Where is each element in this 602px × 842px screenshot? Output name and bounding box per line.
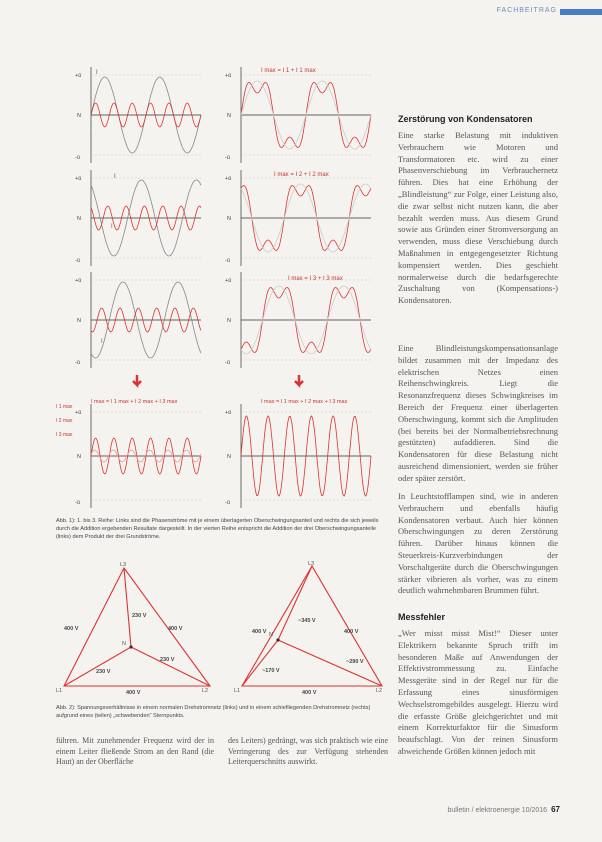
- row4-right-n-label: N: [227, 454, 231, 460]
- right-v-bottom: 400 V: [302, 690, 317, 696]
- left-n: N: [122, 641, 126, 647]
- triangle-diagram: [56, 560, 392, 702]
- row1-left-label: I: [96, 70, 98, 76]
- row1-left-bottom-label: -û: [75, 155, 80, 161]
- left-l1: L1: [56, 688, 63, 694]
- row4-left-bottom-label: -û: [75, 500, 80, 506]
- row3-right-n-label: N: [227, 318, 231, 324]
- right-l2: L2: [376, 688, 383, 694]
- right-l3: L3: [308, 561, 315, 567]
- page-footer: [447, 805, 560, 814]
- row1-right-label: I max = I 1 + I 1 max: [261, 68, 316, 74]
- normal-network-diagram: [64, 568, 210, 686]
- left-v230-a: 230 V: [132, 613, 147, 619]
- figure1-caption: Abb. 1): 1. bis 3. Reihe: Links sind die Phasenströme mit je einem überlagerten Oberschwingungsanteil und rechts die sich jeweils durch die Addition ergebenden Resultate dargestellt. In der vierten Reihe entspricht die Addition der drei Oberschwingungsanteile (links) dem Produkt der drei Grundströme.: [56, 518, 379, 541]
- row4-l2-label: I 2 max: [56, 418, 73, 424]
- row3-left-n-label: N: [77, 318, 81, 324]
- right-v-left: 400 V: [252, 629, 267, 635]
- body-text-col2: des Leiters) gedrängt, was sich praktisch wie eine Verringerung des zur Verfügung stehenden Leiterquerschnitts auswirkt.: [228, 736, 388, 767]
- left-l2: L2: [202, 688, 209, 694]
- paragraph-measurement: „Wer misst misst Mist!“ Dieser unter Elektrikern bekannte Spruch trifft im besonderen Maße auf Anwendungen der Effektivstrommessung zu. Einfache Messgeräte sind in der Regel nur für die Erfassung eines sinusförmigen Wechselstromgebildes ausgelegt. Hierzu wird die erfasste Größe gleichgerichtet und mit einem Korrekturfaktor für die Sinusform beaufschlagt. Von der reinen Sinusform abweichende Größen können jedoch mit: [398, 628, 558, 756]
- row4-right-bottom-label: -û: [225, 500, 230, 506]
- section-header: [492, 6, 602, 18]
- body-text-col1: führen. Mit zunehmender Frequenz wird der in einem Leiter fließende Strom an den Rand (die Haut) an der Oberfläche: [56, 736, 214, 767]
- row1-right-top-label: +û: [225, 73, 232, 79]
- left-v-bottom: 400 V: [126, 690, 141, 696]
- row2-left-top-label: +û: [75, 176, 82, 182]
- row2-left-bottom-label: -û: [75, 258, 80, 264]
- row4-l1-label: I 1 max: [56, 404, 73, 410]
- row2-right-bottom-label: -û: [225, 258, 230, 264]
- left-v-right: 400 V: [168, 626, 183, 632]
- row2-right-top-label: +û: [225, 176, 232, 182]
- right-v-b: ~290 V: [346, 659, 364, 665]
- heading-measurement-error: Messfehler: [398, 612, 446, 622]
- row2-right-n-label: N: [227, 216, 231, 222]
- page-number: 67: [551, 805, 560, 814]
- down-arrow-left: [133, 375, 141, 385]
- right-v-right: 400 V: [344, 629, 359, 635]
- left-v-left: 400 V: [64, 626, 79, 632]
- row3-right-top-label: +û: [225, 278, 232, 284]
- heading-capacitor-destruction: Zerstörung von Kondensatoren: [398, 114, 533, 124]
- row2-left-label: I: [114, 174, 116, 180]
- row4-l3-label: I 3 max: [56, 432, 73, 438]
- row3-right-bottom-label: -û: [225, 360, 230, 366]
- row1-right-n-label: N: [227, 113, 231, 119]
- row1-right-bottom-label: -û: [225, 155, 230, 161]
- right-v-c: ~170 V: [262, 668, 280, 674]
- row4-left-label: I max = I 1 max + I 2 max + I 3 max: [91, 399, 178, 405]
- waveform-figure: [56, 58, 386, 513]
- row4-left-top-label: +û: [75, 410, 82, 416]
- left-v230-b: 230 V: [160, 657, 175, 663]
- row3-left-bottom-label: -û: [75, 360, 80, 366]
- row3-right-label: I max = I 3 + I 3 max: [288, 276, 343, 282]
- left-l3: L3: [120, 562, 127, 568]
- row2-left-sub-label: I: [111, 224, 113, 230]
- row1-left-sub-label: I: [90, 132, 92, 138]
- paragraph-capacitor-2: Eine Blindleistungskompensationsanlage bildet zusammen mit der Impedanz des elektrischen Netzes einen Reihenschwingkreis. Liegt die Resonanzfrequenz dieses Schwingkreises im Bereich der Frequenz einer überlagerten Oberschwingung, kommt sich die Amplituden (bei bereits bei der Normalbetriebsrechnung gestützten) aufaddieren. Sind die Kondensatoren für diese Belastung nicht ausreichend dimensioniert, werden sie früher oder später zerstört.: [398, 343, 558, 483]
- journal-name: bulletin / elektroenergie 10/2016: [447, 807, 548, 814]
- left-v230-c: 230 V: [96, 669, 111, 675]
- row4-right-label: I max = I 1 max + I 2 max + I 3 max: [261, 399, 348, 405]
- row1-left-top-label: +û: [75, 73, 82, 79]
- down-arrow-right: [295, 375, 303, 385]
- row3-left-top-label: +û: [75, 278, 82, 284]
- paragraph-capacitor-1: Eine starke Belastung mit induktiven Verbrauchern wie Motoren und Transformatoren etc. wird zu einer Phasenverschiebung im Verbrauchernetz führen. Dies hat eine Erhöhung der „Blindleistung“ zur Folge, einer Leistung also, die zwar selbst nicht nutzen kann, die aber bezahlt werden muss. Aus diesem Grund sowie aus Gründen einer Stromversorgung an verwenden, muss diese Verschiebung durch Maßnahmen in entgegengesetzter Richtung kompensiert werden. Dies geschieht normalerweise durch die bedarfsgerechte Zuschaltung von (Kompensations-) Kondensatoren.: [398, 130, 558, 306]
- row2-right-label: I max = I 2 + I 2 max: [274, 172, 329, 178]
- row4-right-top-label: +û: [225, 410, 232, 416]
- paragraph-capacitor-3: In Leuchtstofflampen sind, wie in anderen Verbrauchern und ebenfalls häufig Kondensatoren verbaut. Auch hier können Oberschwingungen zu deren Zerstörung führen. Darüber hinaus können die Steuerkreis-Kurzverbindungen der Vorschaltgeräte durch die Oberschwingungen stärker vibrieren als vorher, was zu einem deutlich wahrnehmbaren Brummen führt.: [398, 491, 558, 596]
- row1-left-n-label: N: [77, 113, 81, 119]
- right-n: N: [269, 632, 273, 638]
- row4-left-n-label: N: [77, 454, 81, 460]
- section-label: FACHBEITRAG: [496, 7, 557, 14]
- right-l1: L1: [234, 688, 241, 694]
- row3-left-sub-label: I: [101, 339, 103, 345]
- right-v-a: ~345 V: [298, 618, 316, 624]
- figure2-caption: Abb. 2): Spannungsverhältnisse in einem normalen Drehstromnetz (links) und in einem schiefliegenden Drehstromnetz (rechts) aufgrund eines (teilen) „schwebenden“ Sternpunkts.: [56, 705, 371, 720]
- section-accent-bar: [560, 9, 602, 15]
- row2-left-n-label: N: [77, 216, 81, 222]
